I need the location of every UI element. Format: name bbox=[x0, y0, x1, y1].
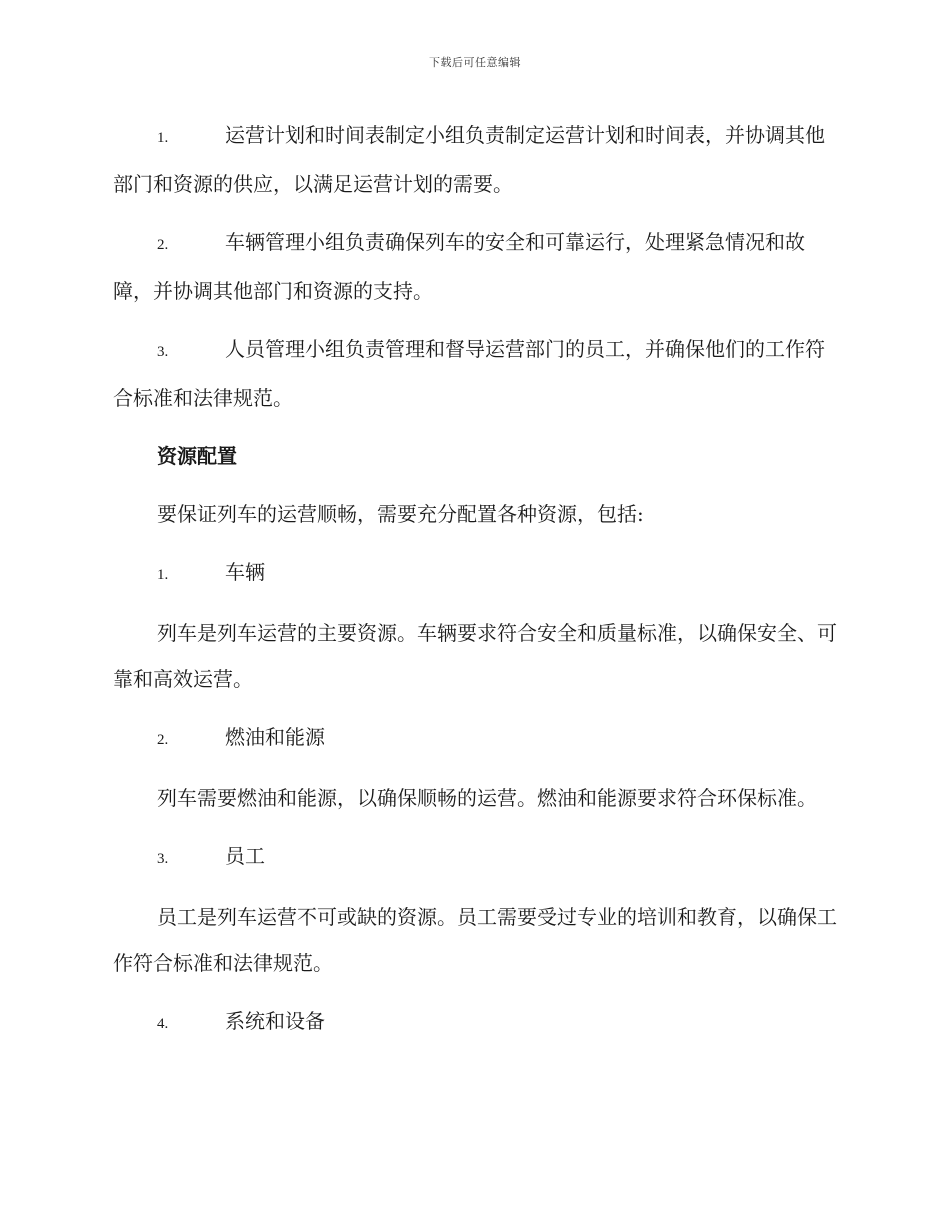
list-item-text: 运营计划和时间表制定小组负责制定运营计划和时间表，并协调其他部门和资源的供应，以满足运营计划的需要。 bbox=[113, 123, 825, 196]
org-list-item-1 bbox=[113, 112, 837, 207]
list-number: 2. bbox=[157, 732, 169, 748]
resource-desc-1: 列车是列车运营的主要资源。车辆要求符合安全和质量标准，以确保安全、可靠和高效运营。 bbox=[113, 621, 837, 691]
resource-desc-3: 员工是列车运营不可或缺的资源。员工需要受过专业的培训和教育，以确保工作符合标准和法律规范。 bbox=[113, 905, 837, 975]
resource-title: 车辆 bbox=[225, 560, 265, 584]
resource-desc-2: 列车需要燃油和能源，以确保顺畅的运营。燃油和能源要求符合环保标准。 bbox=[157, 786, 817, 810]
resource-title: 燃油和能源 bbox=[225, 725, 325, 749]
resource-item-4 bbox=[113, 998, 837, 1047]
resource-title: 员工 bbox=[225, 844, 265, 868]
list-item-text: 车辆管理小组负责确保列车的安全和可靠运行，处理紧急情况和故障，并协调其他部门和资源的支持。 bbox=[113, 230, 805, 303]
list-number: 1. bbox=[157, 567, 169, 583]
list-item-text: 人员管理小组负责管理和督导运营部门的员工，并确保他们的工作符合标准和法律规范。 bbox=[113, 337, 825, 410]
resource-title: 系统和设备 bbox=[225, 1009, 325, 1033]
resource-item-3 bbox=[113, 833, 837, 882]
list-number: 4. bbox=[157, 1016, 169, 1032]
section-heading: 资源配置 bbox=[157, 444, 237, 468]
list-number: 3. bbox=[157, 851, 169, 867]
resource-item-1 bbox=[113, 549, 837, 598]
list-number: 2. bbox=[157, 237, 169, 253]
resource-item-2 bbox=[113, 714, 837, 763]
org-list-item-2 bbox=[113, 219, 837, 314]
section-intro: 要保证列车的运营顺畅，需要充分配置各种资源，包括: bbox=[157, 502, 644, 526]
document-body bbox=[113, 112, 837, 1059]
org-list-item-3 bbox=[113, 326, 837, 421]
list-number: 1. bbox=[157, 130, 169, 146]
page-header: 下载后可任意编辑 bbox=[429, 56, 521, 69]
list-number: 3. bbox=[157, 344, 169, 360]
